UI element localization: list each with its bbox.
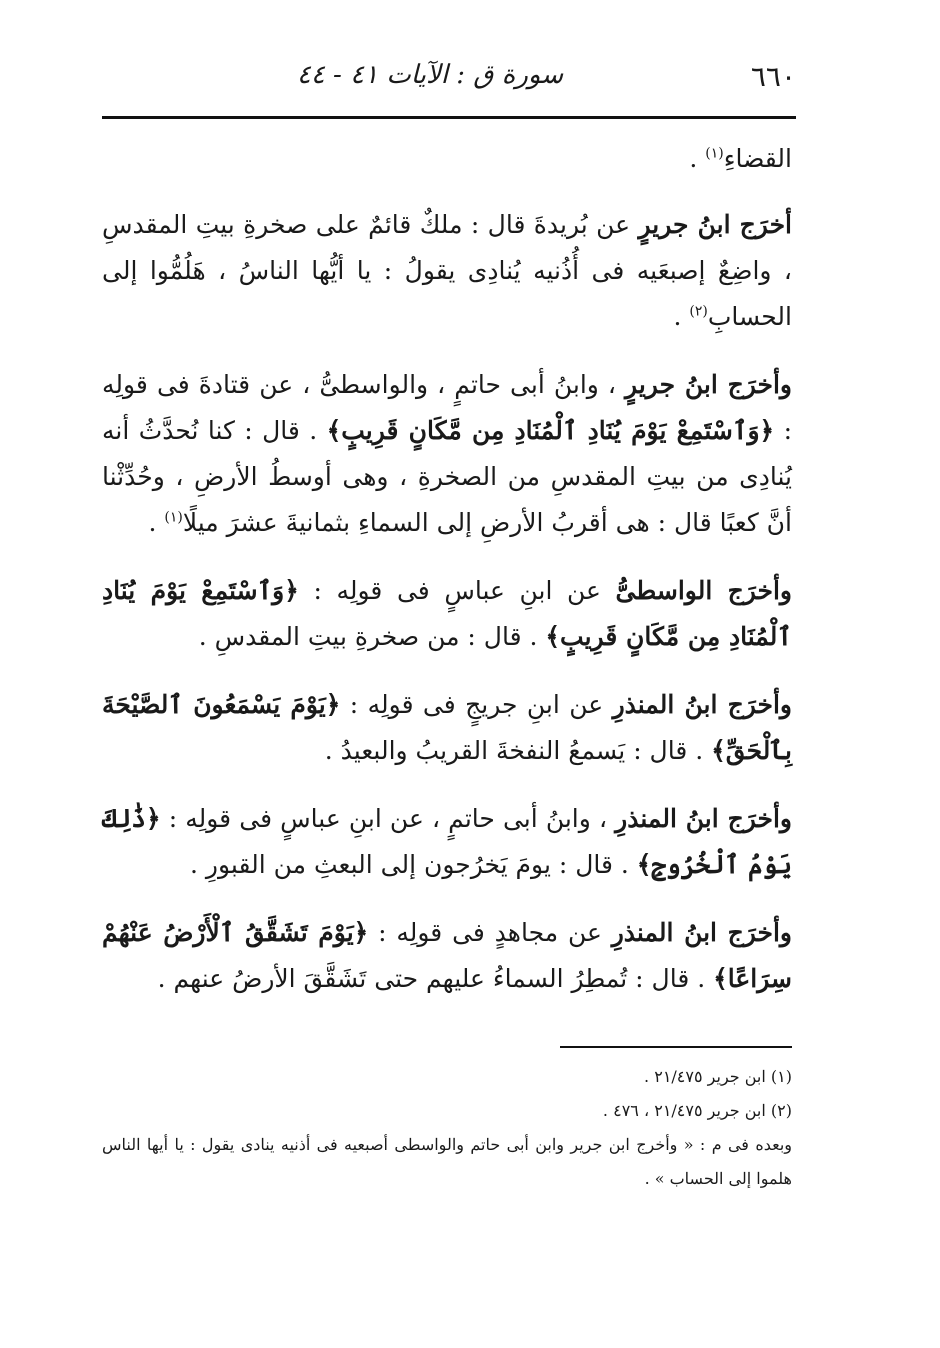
- paragraph-lead: وأخرَج ابنُ المنذرِ: [612, 690, 792, 719]
- quran-verse: ﴿يَوْمَ تَشَقَّقُ ٱلْأَرْضُ عَنْهُمْ سِرَاعًا﴾: [102, 918, 792, 993]
- paragraph-text: عن ابنِ عباسٍ فى قولِه :: [298, 576, 616, 605]
- paragraph-text: عن بُريدةَ قال : ملكٌ قائمٌ على صخرةِ بيتِ المقدسِ ، واضِعٌ إصبعَيه فى أُذُنيه يُنادِى يقولُ : يا أيُّها الناسُ ، هَلُمُّوا إلى الحسابِ: [102, 210, 792, 331]
- page-number: ٦٦٠: [750, 60, 796, 93]
- footnote-ref: (١): [705, 145, 724, 162]
- paragraph-lead: وأخرَج الواسطىُّ: [615, 576, 793, 605]
- footnote-ref: (٢): [689, 303, 708, 320]
- paragraph-text: ، وابنُ أبى حاتمٍ ، والواسطىُّ ، عن قتادةَ فى قولِه :: [102, 370, 793, 445]
- quran-verse: ﴿يَوْمَ يَسْمَعُونَ ٱلصَّيْحَةَ بِٱلْحَقِّ﴾: [102, 690, 792, 765]
- paragraph-tail: .: [148, 508, 165, 537]
- paragraph: [102, 136, 792, 182]
- paragraph: [102, 202, 792, 340]
- paragraph-text: عن ابنِ جريجٍ فى قولِه :: [340, 690, 613, 719]
- paragraph-text: ، وابنُ أبى حاتمٍ ، عن ابنِ عباسٍ فى قولِه :: [160, 804, 616, 833]
- quran-verse: ﴿ذَٰلِكَ يَوْمُ ٱلْخُرُوجِ﴾: [102, 804, 792, 879]
- paragraph-lead: وأخرَج ابنُ المنذرِ: [615, 804, 792, 833]
- quran-verse: ﴿وَٱسْتَمِعْ يَوْمَ يُنَادِ ٱلْمُنَادِ مِن مَّكَانٍ قَرِيبٍ﴾: [102, 576, 792, 651]
- footnote: (١) ابن جرير ٢١/٤٧٥ .: [644, 1067, 792, 1086]
- paragraph-after: . قال : يومَ يَخرُجون إلى البعثِ من القبورِ .: [190, 850, 637, 879]
- paragraph: [102, 796, 792, 888]
- paragraph-after: . قال : تُمطِرُ السماءُ عليهم حتى تَشَقَّقَ الأرضُ عنهم .: [157, 964, 714, 993]
- header-divider: [102, 116, 796, 119]
- running-title: سورة ق : الآيات ٤١ - ٤٤: [296, 60, 564, 90]
- footnote: وبعده فى م : « وأخرج ابن جرير وابن أبى حاتم والواسطى أصبعيه فى أذنيه ينادى يقول : يا أيها الناس هلموا إلى الحساب » .: [102, 1135, 793, 1188]
- paragraph-tail: .: [689, 144, 706, 173]
- footnotes: [102, 1060, 792, 1196]
- paragraph: [102, 910, 792, 1002]
- paragraph-after: . قال : كنا نُحدَّثُ أنه يُنادِى من بيتِ المقدسِ من الصخرةِ ، وهى أوسطُ الأرضِ ، وحُدِّثْنا أنَّ كعبًا قال : هى أقربُ الأرضِ إلى السماءِ بثمانيةَ عشرَ ميلًا: [102, 416, 792, 537]
- paragraph-after: . قال : من صخرةِ بيتِ المقدسِ .: [198, 622, 546, 651]
- quran-verse: ﴿وَٱسْتَمِعْ يَوْمَ يُنَادِ ٱلْمُنَادِ مِن مَّكَانٍ قَرِيبٍ﴾: [326, 416, 775, 445]
- paragraph: [102, 362, 792, 546]
- paragraph-lead: أخرَج ابنُ جريرٍ: [638, 210, 792, 239]
- paragraph-text: القضاءِ: [723, 144, 792, 173]
- paragraph: [102, 568, 792, 660]
- paragraph-tail: .: [673, 302, 690, 331]
- footnote-ref: (١): [164, 509, 183, 526]
- paragraph-lead: وأخرَج ابنُ جريرٍ: [625, 370, 793, 399]
- paragraph-lead: وأخرَج ابنُ المنذرِ: [611, 918, 792, 947]
- main-text: [102, 136, 792, 1024]
- paragraph-text: عن مجاهدٍ فى قولِه :: [368, 918, 612, 947]
- paragraph-after: . قال : يَسمعُ النفخةَ القريبُ والبعيدُ .: [324, 736, 712, 765]
- footnote-divider: [560, 1046, 792, 1048]
- page-header: [100, 52, 796, 102]
- paragraph: [102, 682, 792, 774]
- footnote: (٢) ابن جرير ٢١/٤٧٥ ، ٤٧٦ .: [602, 1101, 792, 1120]
